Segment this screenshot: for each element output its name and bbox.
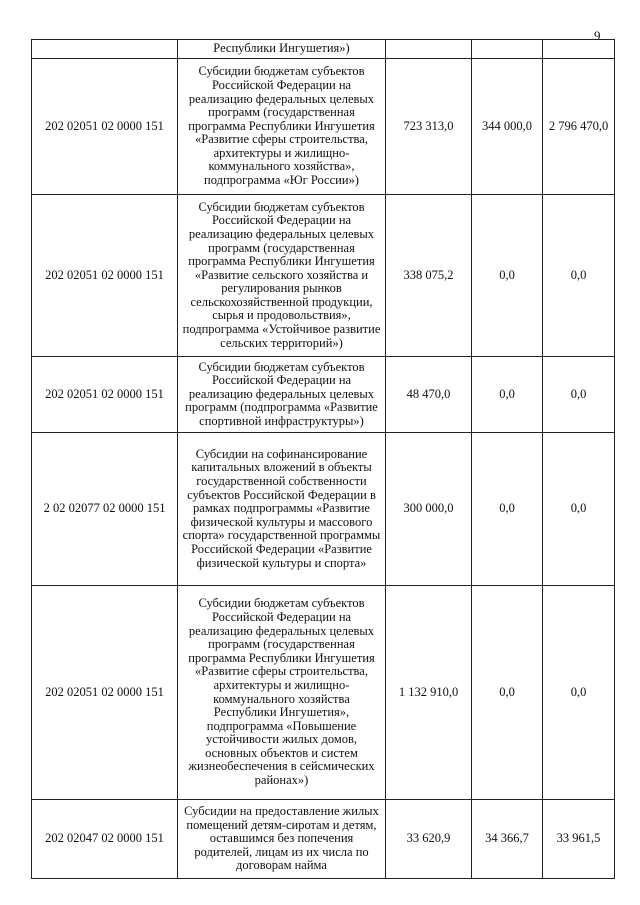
budget-code-cell: 202 02047 02 0000 151 — [32, 800, 178, 879]
amount-cell-3: 0,0 — [543, 433, 615, 586]
budget-code-cell: 202 02051 02 0000 151 — [32, 586, 178, 800]
budget-code-cell: 2 02 02077 02 0000 151 — [32, 433, 178, 586]
amount-cell-2: 34 366,7 — [472, 800, 543, 879]
description-cell: Субсидии на софинансирование капитальных вложений в объекты государственной собственности субъектов Российской Федерации в рамках подпрограммы «Развитие физической культуры и массового спорта» государственной программы Российской Федерации «Развитие физической культуры и спорта» — [178, 433, 386, 586]
amount-cell-1: 48 470,0 — [386, 357, 472, 433]
amount-cell-3: 0,0 — [543, 195, 615, 357]
amount-cell-1: 723 313,0 — [386, 59, 472, 195]
amount-cell-1: 33 620,9 — [386, 800, 472, 879]
amount-cell-1 — [386, 40, 472, 59]
amount-cell-3: 0,0 — [543, 357, 615, 433]
amount-cell-2 — [472, 40, 543, 59]
budget-code-cell: 202 02051 02 0000 151 — [32, 59, 178, 195]
amount-cell-3: 2 796 470,0 — [543, 59, 615, 195]
table-row — [32, 40, 615, 59]
table-row — [32, 800, 615, 879]
description-cell: Субсидии на предоставление жилых помещений детям-сиротам и детям, оставшимся без попечения родителей, лицам из их числа по договорам найма — [178, 800, 386, 879]
table-row — [32, 357, 615, 433]
amount-cell-1: 1 132 910,0 — [386, 586, 472, 800]
page-number: 9 — [594, 28, 601, 43]
amount-cell-1: 338 075,2 — [386, 195, 472, 357]
budget-code-cell: 202 02051 02 0000 151 — [32, 357, 178, 433]
budget-code-cell — [32, 40, 178, 59]
description-cell: Субсидии бюджетам субъектов Российской Федерации на реализацию федеральных целевых программ (государственная программа Республики Ингушетия «Развитие сферы строительства, архитектуры и жилищно-коммунального хозяйства», подпрограмма «Юг России») — [178, 59, 386, 195]
amount-cell-2: 0,0 — [472, 433, 543, 586]
description-cell: Республики Ингушетия») — [178, 40, 386, 59]
amount-cell-3: 0,0 — [543, 586, 615, 800]
table-row — [32, 59, 615, 195]
table-row — [32, 586, 615, 800]
description-cell: Субсидии бюджетам субъектов Российской Федерации на реализацию федеральных целевых программ (государственная программа Республики Ингушетия «Развитие сферы строительства, архитектуры и жилищно-коммунального хозяйства Республики Ингушетия», подпрограмма «Повышение устойчивости жилых домов, основных объектов и систем жизнеобеспечения в сейсмических районах») — [178, 586, 386, 800]
budget-table — [31, 39, 615, 879]
amount-cell-2: 344 000,0 — [472, 59, 543, 195]
budget-code-cell: 202 02051 02 0000 151 — [32, 195, 178, 357]
amount-cell-2: 0,0 — [472, 195, 543, 357]
table-row — [32, 195, 615, 357]
amount-cell-3: 33 961,5 — [543, 800, 615, 879]
table-row — [32, 433, 615, 586]
description-cell: Субсидии бюджетам субъектов Российской Федерации на реализацию федеральных целевых программ (подпрограмма «Развитие спортивной инфраструктуры») — [178, 357, 386, 433]
amount-cell-2: 0,0 — [472, 357, 543, 433]
amount-cell-1: 300 000,0 — [386, 433, 472, 586]
description-cell: Субсидии бюджетам субъектов Российской Федерации на реализацию федеральных целевых программ (государственная программа Республики Ингушетия «Развитие сельского хозяйства и регулирования рынков сельскохозяйственной продукции, сырья и продовольствия», подпрограмма «Устойчивое развитие сельских территорий») — [178, 195, 386, 357]
amount-cell-2: 0,0 — [472, 586, 543, 800]
amount-cell-3 — [543, 40, 615, 59]
